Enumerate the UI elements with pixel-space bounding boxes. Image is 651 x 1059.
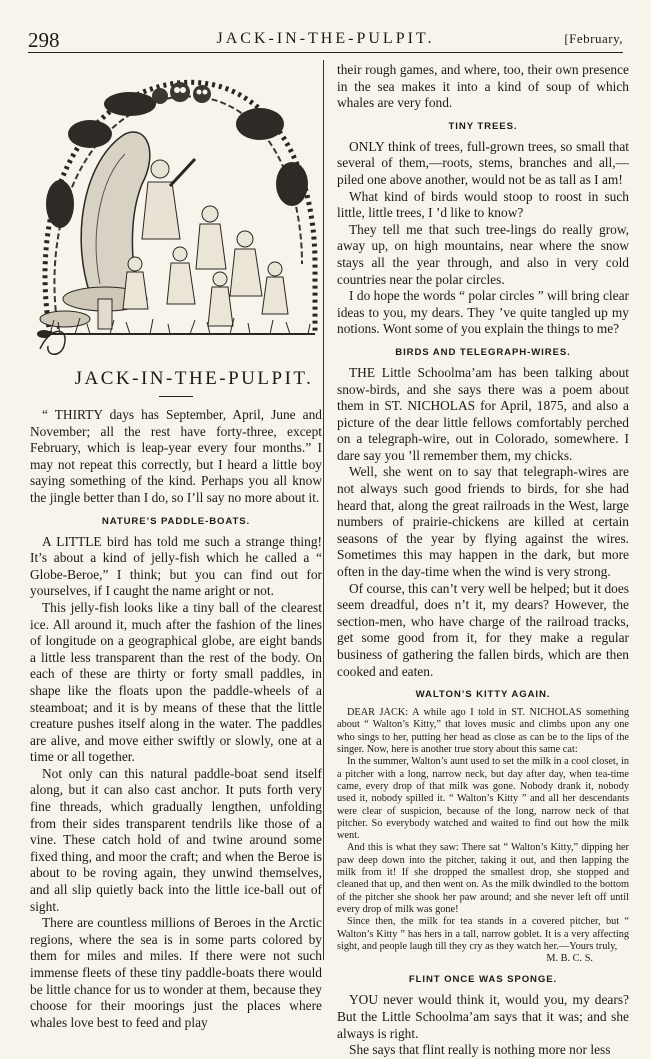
running-title: JACK-IN-THE-PULPIT. — [216, 30, 435, 47]
letter-block — [337, 707, 629, 965]
paragraph: What kind of birds would stoop to roost in such little, little trees, I ’d like to know? — [337, 188, 629, 221]
feature-title: JACK-IN-THE-PULPIT. — [74, 368, 314, 389]
left-column — [30, 64, 322, 1031]
letter-paragraph: DEAR JACK: A while ago I told in ST. NICHOLAS something about “ Walton’s Kitty,” that loves music and climbs upon any one who sings to her, putting her head as close as can be to the lips of the singer. Now, here is another true story about this same cat: — [337, 707, 629, 756]
section-heading-flint: FLINT ONCE WAS SPONGE. — [408, 974, 558, 986]
paragraph: YOU never would think it, would you, my dears? But the Little Schoolma’am says that it was; and she always is right. — [337, 992, 629, 1041]
issue-month: [February, — [564, 31, 623, 46]
page-header — [28, 26, 623, 53]
column-divider — [323, 60, 324, 960]
paragraph: I do hope the words “ polar circles ” will bring clear ideas to you, my dears. They ’ve quite tangled up my notions. Wont some of you explain the things to me? — [337, 288, 629, 337]
paragraph: Well, she went on to say that telegraph-wires are not always such good friends to birds, for she had heard that, along the great railroads in the West, large numbers of prairie-chickens are killed at certain seasons of the year by flying against the wires. Sometimes this may happen in the dark, but more often in the day-time when the wind is very strong. — [337, 464, 629, 580]
paragraph: She says that flint really is nothing more nor less — [349, 1042, 611, 1058]
letter-signature: M. B. C. S. — [546, 953, 593, 965]
paragraph: There are countless millions of Beroes in the Arctic regions, where the sea is in some parts colored by them for miles and miles. If there were not such immense fleets of these tiny paddle-boats there would be little chance for us to wonder at them, because they choose for their moorings just the places where whales love best to feed and play — [30, 915, 322, 1030]
intro-paragraph: “ THIRTY days has September, April, June and November; all the rest have forty-three, except February, which is leap-year every four months.” I may not repeat this correctly, but I heard a little boy saying something of the kind. Perhaps you all know the jingle better than I do, so I’ll say no more about it. — [30, 407, 322, 505]
letter-paragraph: Since then, the milk for tea stands in a covered pitcher, but “ Walton’s Kitty ” has hers in a tall, narrow goblet. It is a very affecting sight, and people laugh till they cry as they watch her.—Yours truly, — [337, 916, 629, 952]
paragraph: ONLY think of trees, full-grown trees, so small that several of them,—roots, stems, branches and all,—piled one above another, would not be as tall as I am! — [337, 138, 629, 187]
page-number: 298 — [28, 28, 60, 52]
paragraph: Of course, this can’t very well be helped; but it does seem dreadful, does n’t it, my dears? However, the section-men, who have charge of the railroad tracks, get some good from it, for they make a regular business of gathering the fallen birds, which are then cooked and eaten. — [337, 580, 629, 679]
paragraph: A LITTLE bird has told me such a strange thing! It’s about a kind of jelly-fish which he called a “ Globe-Beroe,” I think; but you can find out for yourselves, if I caught the name aright or not. — [30, 533, 322, 599]
paragraph: THE Little Schoolma’am has been talking about snow-birds, and she says there was a poem about them in ST. NICHOLAS for April, 1875, and also a picture of the dear little fellows comfortably perched on a telegraph-wire, out in Colorado, somewhere. I dare say you ’ll remember them, my chicks. — [337, 364, 629, 463]
right-column — [337, 62, 629, 1059]
section-heading-paddle-boats: NATURE’S PADDLE-BOATS. — [101, 515, 251, 527]
letter-paragraph: And this is what they saw: There sat “ Walton’s Kitty,” dipping her paw deep down into the pitcher, taking it out, and then lapping the milk from it! If she dropped the smallest drop, she stopped and cleaned that up, and then went on. As the milk dwindled to the bottom of the pitcher she shook her paw around; and she never left off until every drop of milk was gone! — [337, 842, 629, 915]
continued-paragraph: their rough games, and where, too, their own presence in the sea makes it into a kind of soup of which whales are very fond. — [337, 62, 629, 111]
jack-in-the-pulpit-illustration — [30, 64, 322, 390]
engraving-image — [30, 64, 322, 364]
section-heading-birds-telegraph: BIRDS AND TELEGRAPH-WIRES. — [395, 346, 571, 358]
paragraph: They tell me that such tree-lings do really grow, away up, on high mountains, near where the snow stays all the year through, and also in very cold countries near the polar circles. — [337, 221, 629, 287]
paragraph: This jelly-fish looks like a tiny ball of the clearest ice. All around it, much after the fashion of the lines of longitude on a geographical globe, are eight bands a little less transparent than the rest of the body. On each of these are thirty or forty small paddles, in shape like the floats upon the paddle-wheels of a steamboat; and it is by means of these that the little creature pushes itself along in the water. The paddles are alive, and move either swiftly or slowly, one at a time or all together. — [30, 599, 322, 765]
paragraph: Not only can this natural paddle-boat send itself along, but it can also cast anchor. It puts forth very fine threads, which gradually lengthen, unfolding from their sides transparent tendrils like those of a vine. These catch hold of and twine around some fixed thing, and moor the craft; and when the Beroe is about to be roving again, they unwind themselves, and all slip quietly back into the little ice-ball out of sight. — [30, 765, 322, 914]
title-rule — [159, 396, 193, 397]
section-heading-waltons-kitty: WALTON’S KITTY AGAIN. — [415, 689, 551, 701]
letter-paragraph: In the summer, Walton’s aunt used to set the milk in a cool closet, in a pitcher with a long, narrow neck, but day after day, when tea-time came, every drop of that milk was gone. Nobody drank it, nobody used it, nobody spilled it. “ Walton’s Kitty ” and all her descendants were clear of suspicion, because of the long, narrow neck of that pitcher. So everybody watched and waited to find out how the milk went. — [337, 756, 629, 842]
section-heading-tiny-trees: TINY TREES. — [448, 120, 518, 132]
